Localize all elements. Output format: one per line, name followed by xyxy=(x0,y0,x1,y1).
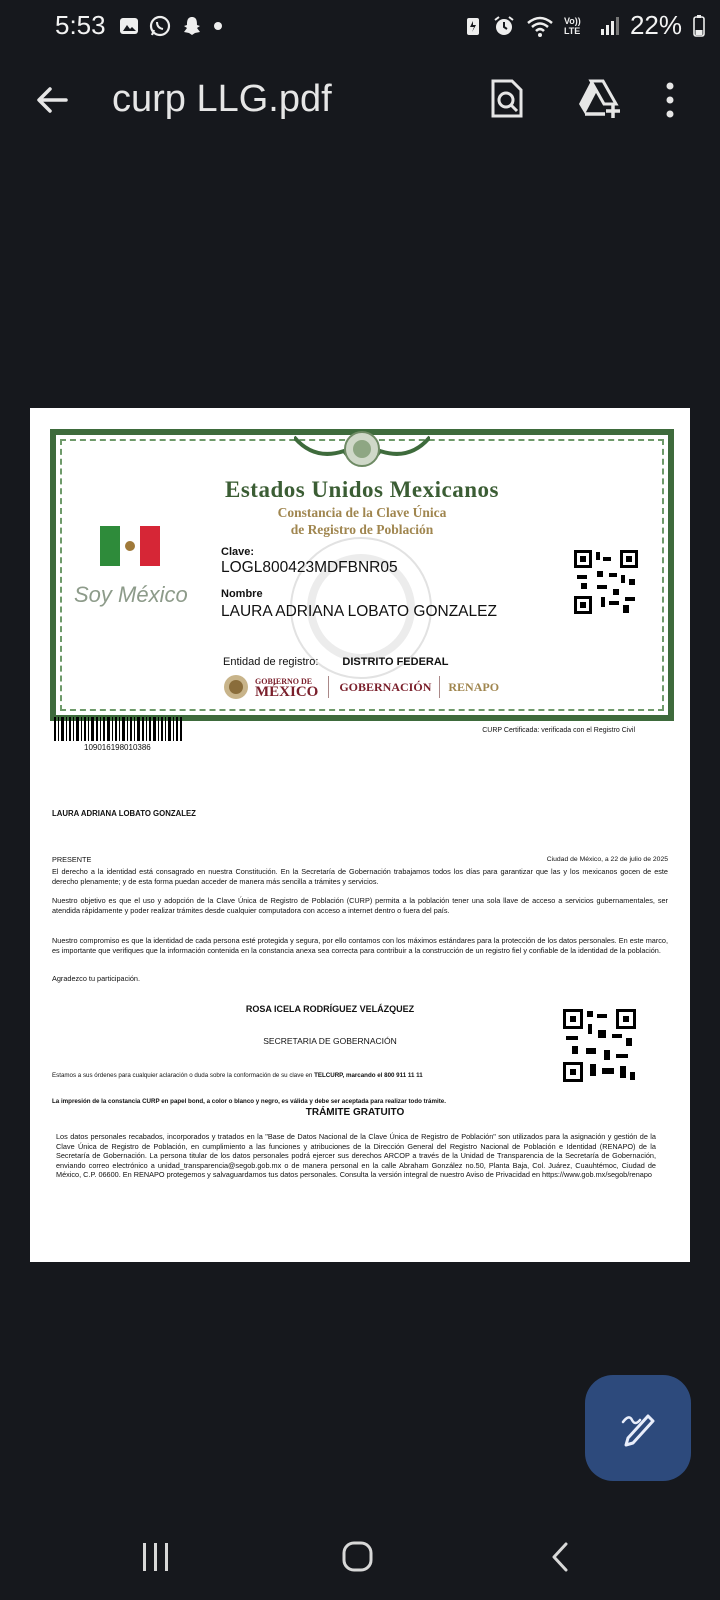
more-vert-icon[interactable] xyxy=(664,80,676,120)
battery-saver-icon xyxy=(464,14,482,38)
cert-subtitle-1: Constancia de la Clave Única xyxy=(277,505,447,520)
curp-certificada: CURP Certificada: verificada con el Registro Civil xyxy=(482,727,635,734)
nombre-label: Nombre xyxy=(221,588,263,600)
coat-of-arms-icon xyxy=(294,431,430,473)
dot-icon xyxy=(212,20,224,32)
system-icons xyxy=(464,10,706,41)
signer-title: SECRETARIA DE GOBERNACIÓN xyxy=(263,1036,397,1046)
signer-name: ROSA ICELA RODRÍGUEZ VELÁZQUEZ xyxy=(245,1004,415,1014)
mexico-flag-icon xyxy=(100,526,160,566)
notification-icons xyxy=(118,14,224,38)
whatsapp-icon xyxy=(148,14,172,38)
pdf-page[interactable] xyxy=(30,408,690,1262)
impresion-notice: La impresión de la constancia CURP en papel bond, a color o blanco y negro, es válida y debe ser aceptada para realizar todo trámite. xyxy=(52,1098,446,1105)
cert-header: Estados Unidos Mexicanos xyxy=(225,477,499,502)
recents-icon[interactable] xyxy=(140,1540,172,1574)
barcode-number: 109016198010386 xyxy=(84,743,151,752)
telcurp-text: Estamos a sus órdenes para cualquier aclaración o duda sobre la conformación de su clave en TELCURP, marcando el 800 911 11 11 xyxy=(52,1072,423,1079)
signal-icon xyxy=(600,15,620,37)
edit-pen-icon xyxy=(620,1408,658,1448)
signature-qr-icon xyxy=(562,1008,637,1083)
qr-code-icon xyxy=(573,549,639,615)
app-bar xyxy=(0,62,720,138)
navigation-bar xyxy=(0,1520,720,1600)
cert-subtitle-2: de Registro de Población xyxy=(290,522,434,537)
snapchat-icon xyxy=(180,14,204,38)
home-icon[interactable] xyxy=(341,1540,375,1574)
government-logos: GOBIERNO DE MÉXICO GOBERNACIÓN RENAPO xyxy=(223,674,499,700)
presente-text: PRESENTE xyxy=(52,855,92,864)
paragraph-2: Nuestro objetivo es que el uso y adopción de la Clave Única de Registro de Población (CURP) permita a la población tener una sola llave de acceso a servicios gubernamentales, ser atendida rápidamente y poder realizar trámites desde cualquier computadora con acceso a internet dentro o fuera del país. xyxy=(52,896,668,915)
file-title: curp LLG.pdf xyxy=(112,78,332,120)
edit-fab-button[interactable] xyxy=(585,1375,691,1481)
document-search-icon[interactable] xyxy=(488,78,528,120)
barcode-icon xyxy=(54,717,182,741)
alarm-icon xyxy=(492,14,516,38)
battery-icon xyxy=(692,14,706,38)
battery-percent: 22% xyxy=(629,10,682,40)
clave-value: LOGL800423MDFBNR05 xyxy=(221,559,398,576)
gallery-icon xyxy=(118,15,140,37)
wifi-icon xyxy=(526,14,554,38)
curp-certificate xyxy=(51,430,673,720)
clave-label: Clave: xyxy=(221,546,255,558)
entidad-registro: Entidad de registro: DISTRITO FEDERAL xyxy=(223,656,449,668)
status-time: 5:53 xyxy=(55,10,106,40)
agradezco-text: Agradezco tu participación. xyxy=(52,974,141,983)
status-bar xyxy=(0,0,720,54)
privacy-notice: Los datos personales recabados, incorporados y tratados en la "Base de Datos Nacional de la Clave Única de Registro de Población" son utilizados para la asignación y gestión de la Clave Única de Registro de Población, en cumplimiento a las funciones y atribuciones de la Dirección General del Registro Nacional de Población e Identidad (RENAPO) de la Secretaría de Gobernación. La persona titular de los datos personales podrá ejercer sus derechos ARCOP a través de la Unidad de Transparencia de la Secretaría de Gobernación, enviando correo electrónico a unidad_transparencia@segob.gob.mx o de manera personal en la calle Abraham González no.50, Planta Baja, Col. Juárez, Cuauhtémoc, Ciudad de México, C.P. 06600. En RENAPO protegemos y salvaguardamos tus datos personales. Consulta la versión integral de nuestro Aviso de Privacidad en https://www.gob.mx/segob/renapo xyxy=(56,1132,656,1180)
network-type: Vo)) LTE xyxy=(563,15,581,36)
drive-add-icon[interactable] xyxy=(576,78,622,120)
gobierno-seal-icon xyxy=(223,674,249,700)
paragraph-1: El derecho a la identidad está consagrado en nuestra Constitución. En la Secretaría de Gobernación trabajamos todos los días para garantizar que las y los mexicanos gocen de este derecho plenamente; y de esta forma puedan acceder de manera más sencilla a trámites y servicios. xyxy=(52,867,668,886)
soy-mexico-text: Soy México xyxy=(74,582,188,607)
addressee-name: LAURA ADRIANA LOBATO GONZALEZ xyxy=(52,809,196,818)
paragraph-3: Nuestro compromiso es que la identidad de cada persona esté protegida y segura, por ello contamos con los máximos estándares para la protección de los datos personales. En este marco, es importante que verifiques que la información contenida en la constancia anexa sea correcta para contribuir a la construcción de un registro fiel y confiable de la identidad de la población. xyxy=(52,936,668,955)
letter-date: Ciudad de México, a 22 de julio de 2025 xyxy=(546,856,668,863)
nombre-value: LAURA ADRIANA LOBATO GONZALEZ xyxy=(221,603,497,620)
tramite-gratuito: TRÁMITE GRATUITO xyxy=(305,1107,405,1118)
back-chevron-icon[interactable] xyxy=(548,1540,574,1574)
arrow-left-icon[interactable] xyxy=(32,80,72,120)
